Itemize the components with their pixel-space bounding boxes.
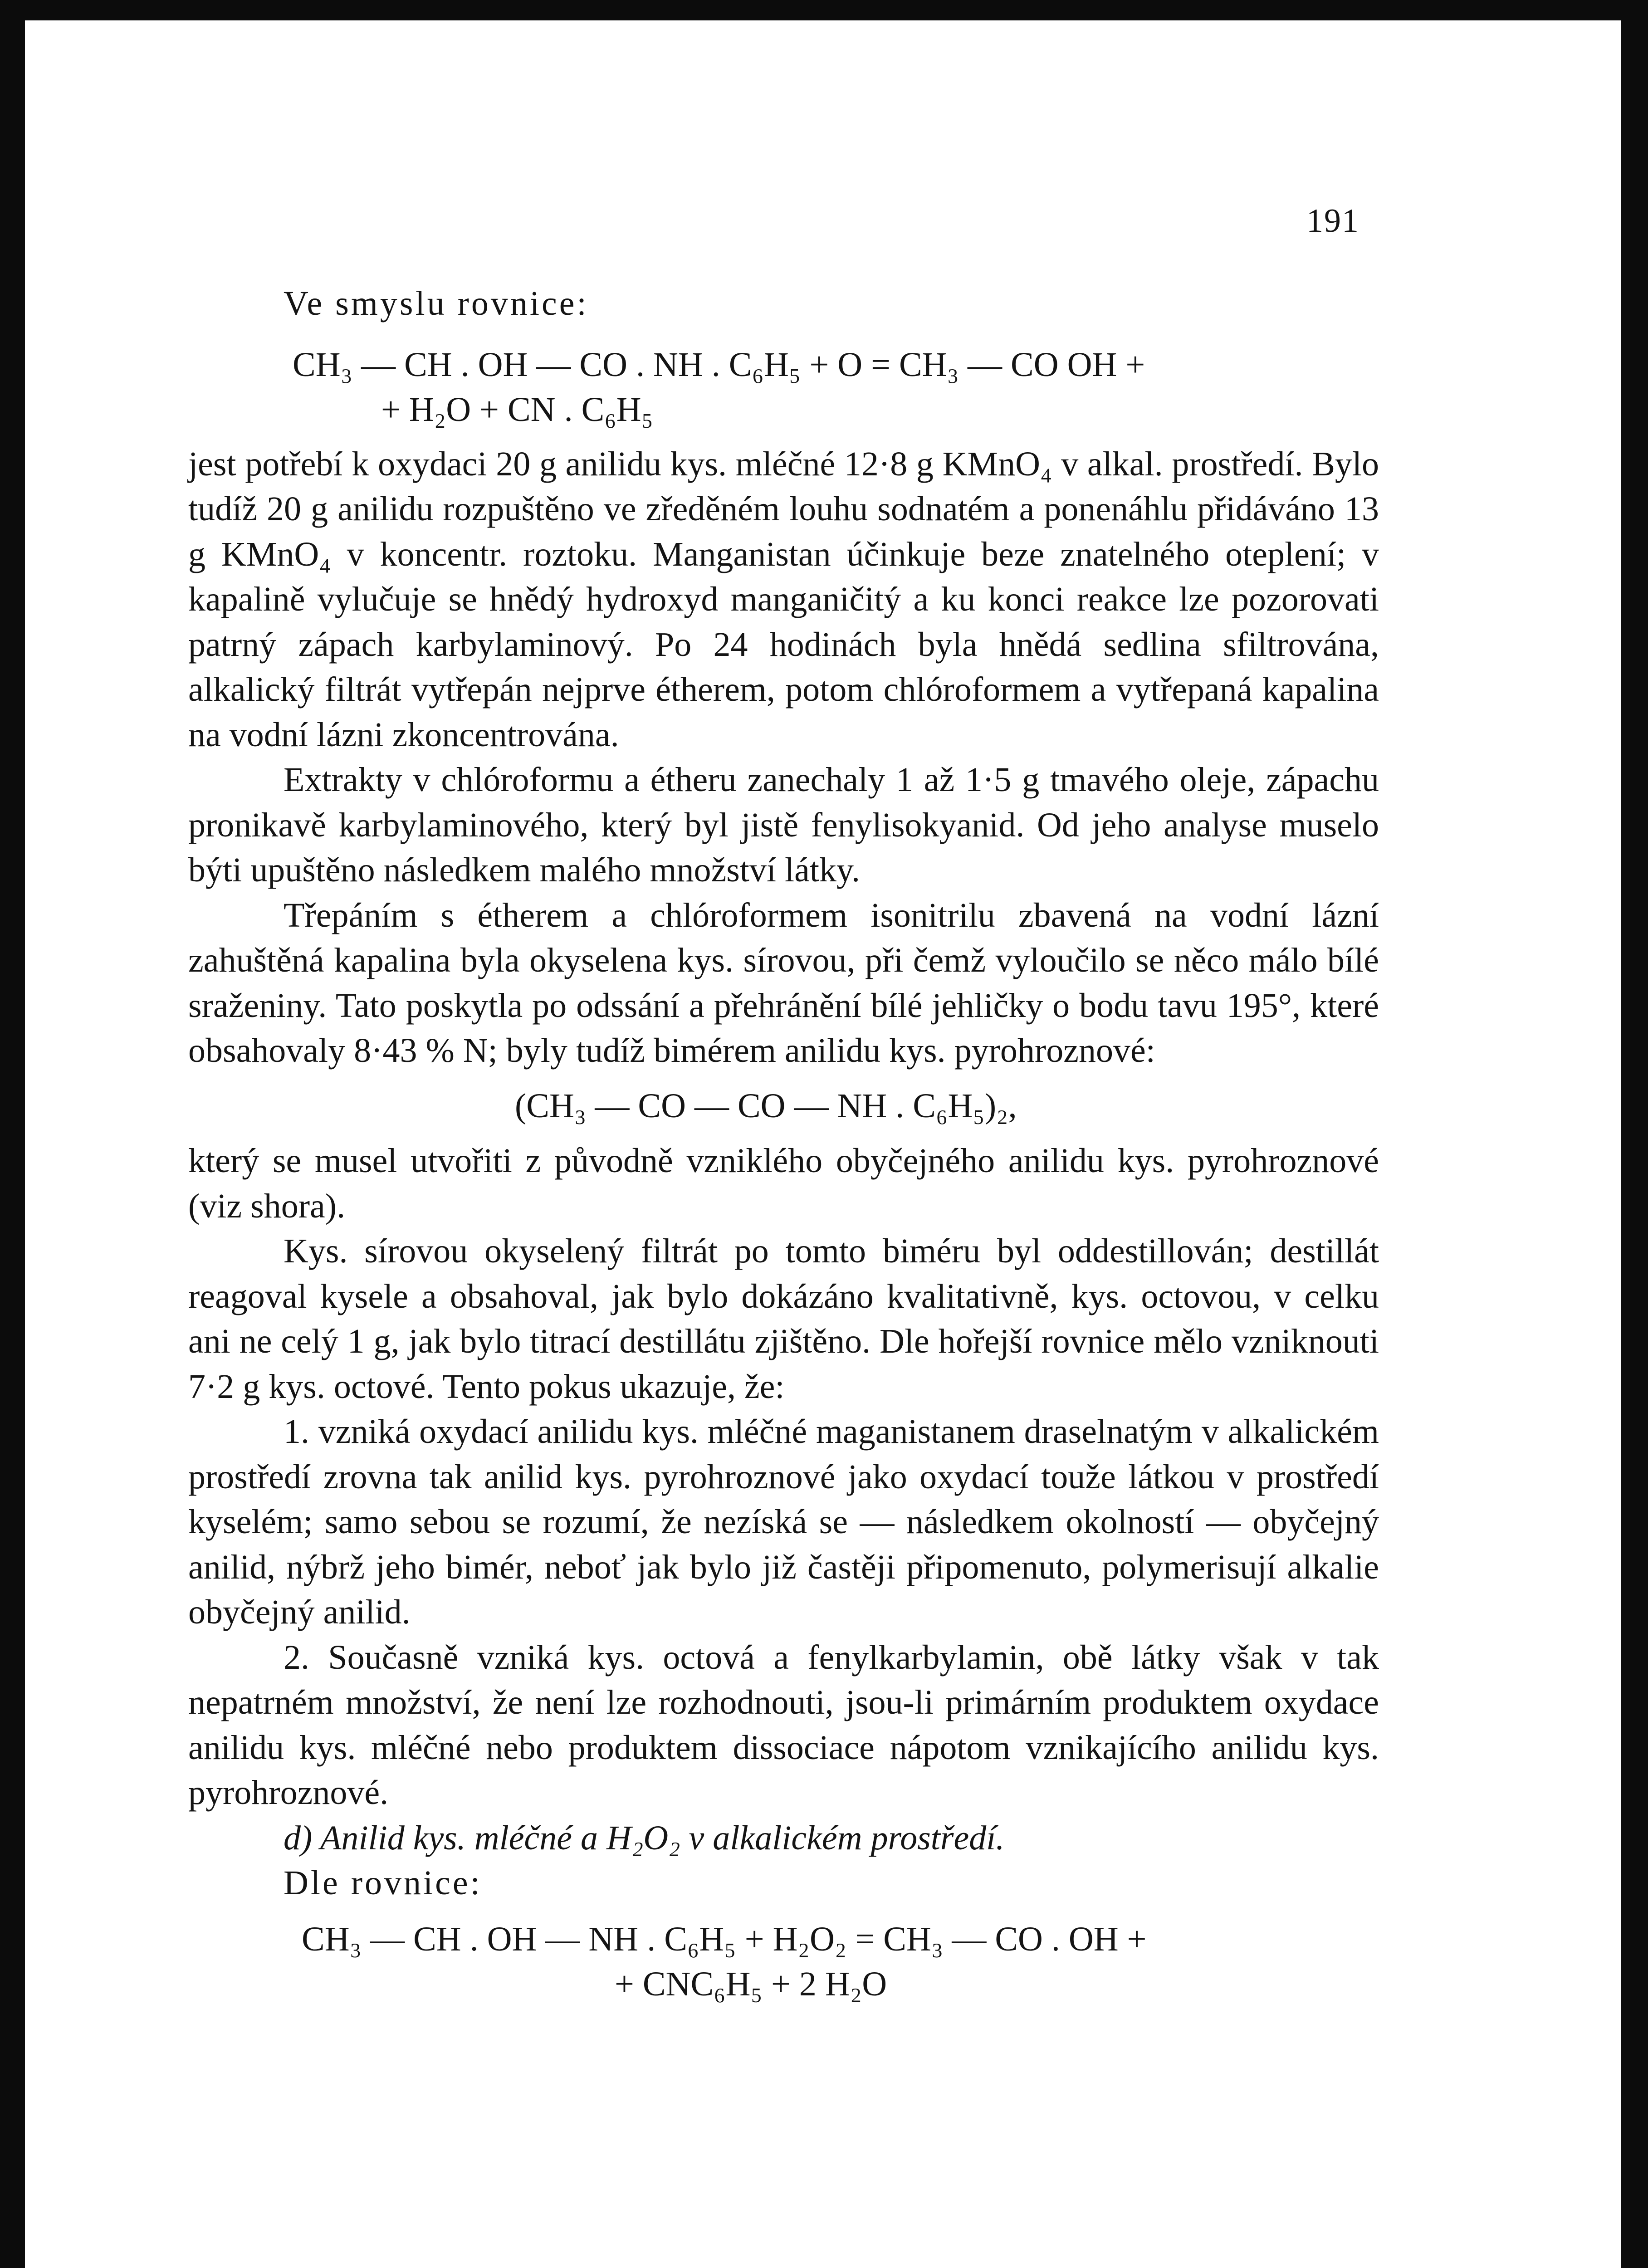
- scan-border-left: [0, 0, 25, 2268]
- page-body: [188, 281, 1379, 2007]
- paragraph-shaking: Třepáním s étherem a chlóroformem isonitrilu zbavená na vodní lázní zahuštěná kapalina byla okyselena kys. sírovou, při čemž vyloučilo se něco málo bílé sraženiny. Tato poskytla po odssání a přehránění bílé jehličky o bodu tavu 195°, které obsahovaly 8·43 % N; byly tudíž bimérem anilidu kys. pyrohroznové:: [188, 896, 1379, 1070]
- scan-border-right: [1621, 0, 1648, 2268]
- intro-line: Ve smyslu rovnice:: [284, 284, 589, 323]
- intro-line-2: Dle rovnice:: [284, 1864, 482, 1902]
- list-item-2: 2. Současně vzniká kys. octová a fenylkarbylamin, obě látky však v tak nepatrném množství, že není lze rozhodnouti, jsou-li primárním produktem oxydace anilidu kys. mléčné nebo produktem dissociace nápotom vznikajícího anilidu kys. pyrohroznové.: [188, 1638, 1379, 1812]
- equation-3-line-2: + CNC₆H₅ + 2 H₂O: [615, 1965, 887, 2003]
- equation-1-line-1: CH₃ — CH . OH — CO . NH . C₆H₅ + O = CH₃ — CO OH +: [293, 345, 1145, 384]
- paragraph-formed: který se musel utvořiti z původně vzniklého obyčejného anilidu kys. pyrohroznové (viz shora).: [188, 1142, 1379, 1225]
- equation-1-line-2: + H₂O + CN . C₆H₅: [381, 391, 654, 429]
- page-number: 191: [1306, 202, 1359, 240]
- list-item-1: 1. vzniká oxydací anilidu kys. mléčné maganistanem draselnatým v alkalickém prostředí zrovna tak anilid kys. pyrohroznové jako oxydací touže látkou v prostředí kyselém; samo sebou se rozumí, že nezíská se — následkem okolností — obyčejný anilid, nýbrž jeho bimér, neboť jak bylo již častěji připomenuto, polymerisují alkalie obyčejný anilid.: [188, 1413, 1379, 1631]
- section-heading-d: d) Anilid kys. mléčné a H₂O₂ v alkalickém prostředí.: [284, 1818, 1005, 1857]
- equation-3-line-1: CH₃ — CH . OH — NH . C₆H₅ + H₂O₂ = CH₃ — CO . OH +: [302, 1920, 1147, 1958]
- equation-2: (CH₃ — CO — CO — NH . C₆H₅)₂,: [515, 1086, 1017, 1125]
- paragraph-extracts: Extrakty v chlóroformu a étheru zanechaly 1 až 1·5 g tmavého oleje, zápachu pronikavě karbylaminového, který byl jistě fenylisokyanid. Od jeho analyse muselo býti upuštěno následkem malého množství látky.: [188, 761, 1379, 889]
- paragraph-filtrate: Kys. sírovou okyselený filtrát po tomto biméru byl oddestillován; destillát reagoval kysele a obsahoval, jak bylo dokázáno kvalitativně, kys. octovou, v celku ani ne celý 1 g, jak bylo titrací destillátu zjištěno. Dle hořejší rovnice mělo vzniknouti 7·2 g kys. octové. Tento pokus ukazuje, že:: [188, 1232, 1379, 1406]
- paragraph-oxidation: jest potřebí k oxydaci 20 g anilidu kys. mléčné 12·8 g KMnO₄ v alkal. prostředí. Bylo tudíž 20 g anilidu rozpuštěno ve zředěném louhu sodnatém a ponenáhlu přidáváno 13 g KMnO₄ v koncentr. roztoku. Manganistan účinkuje beze znatelného oteplení; v kapalině vylučuje se hnědý hydroxyd manganičitý a ku konci reakce lze pozorovati patrný zápach karbylaminový. Po 24 hodinách byla hnědá sedlina sfiltrována, alkalický filtrát vytřepán nejprve étherem, potom chlóroformem a vytřepaná kapalina na vodní lázni zkoncentrována.: [188, 445, 1379, 754]
- scan-border-top: [0, 0, 1648, 20]
